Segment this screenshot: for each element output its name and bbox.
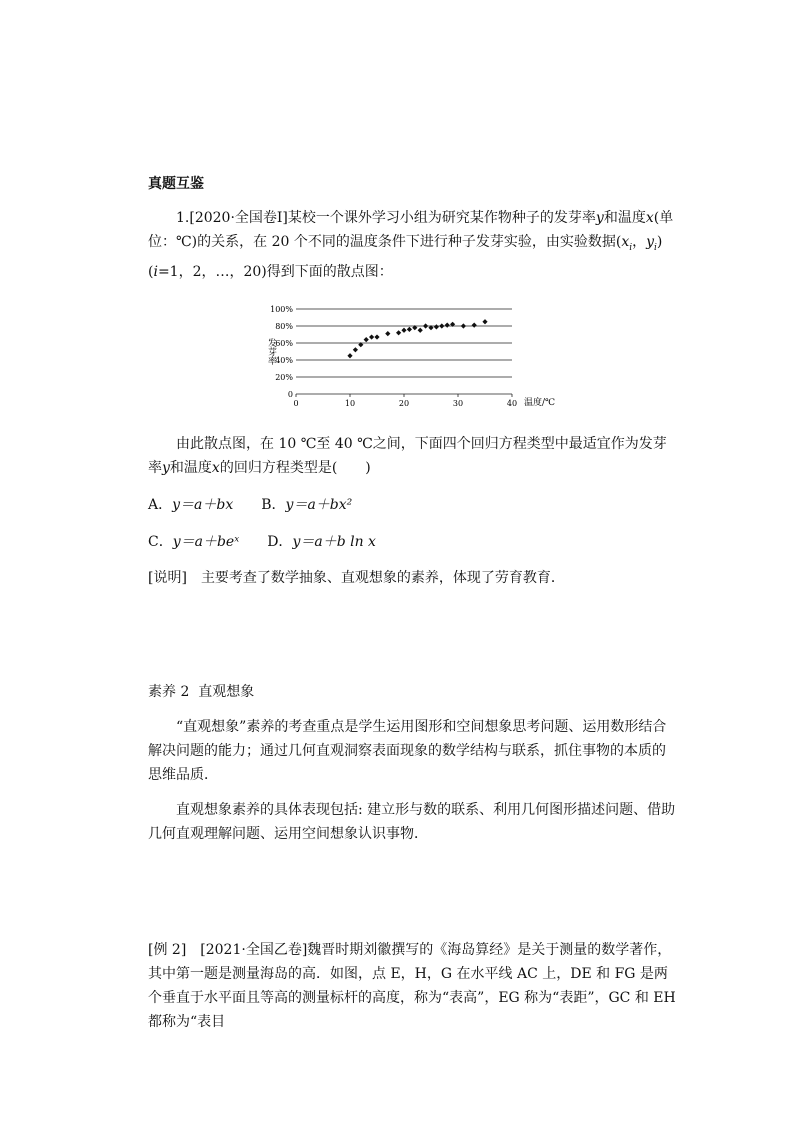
scatter-point <box>423 323 428 328</box>
y-tick-label: 80% <box>275 322 293 331</box>
x-tick-label: 20 <box>398 399 410 408</box>
var-i: i <box>153 263 158 280</box>
y-tick-label: 60% <box>275 339 293 348</box>
subscript-i: i <box>629 242 633 253</box>
chart-points <box>347 319 487 358</box>
section2-paragraph-1: “直观想象”素养的考查重点是学生运用图形和空间想象思考问题、运用数形结合解决问题的能力；通过几何直观洞察表面现象的数学结构与联系，抓住事物的本质的思维品质． <box>148 719 667 783</box>
var-y: y <box>595 210 604 226</box>
option-a-formula: y＝a＋bx <box>172 497 234 513</box>
scatter-point <box>439 323 444 328</box>
option-c-formula: y＝a＋beˣ <box>172 534 240 550</box>
scatter-point <box>401 328 406 333</box>
scatter-point <box>407 327 412 332</box>
example-source: [2021·全国乙卷] <box>200 942 308 958</box>
question-1-text <box>148 206 678 284</box>
x-axis-label: 温度/℃ <box>524 398 556 408</box>
scatter-point <box>364 337 369 342</box>
chart-grid <box>296 309 512 397</box>
x-tick-label: 30 <box>452 399 464 408</box>
stem-text-b: 和温度 <box>169 460 212 476</box>
stem-var-x: x <box>211 460 220 476</box>
scatter-point <box>434 324 439 329</box>
var-xi: x <box>621 234 630 250</box>
question-stem <box>148 432 678 480</box>
option-b-label: B． <box>261 497 286 513</box>
note-tag: [说明] <box>148 570 187 586</box>
scatter-point <box>472 323 477 328</box>
section2-paragraph-2: 直观想象素养的具体表现包括: 建立形与数的联系、利用几何图形描述问题、借助几何直观理解问题、运用空间想象认识事物． <box>148 802 676 842</box>
stem-text-c: 的回归方程类型是( ) <box>219 460 371 476</box>
option-d-formula: y＝a＋b ln x <box>292 534 376 550</box>
var-x: x <box>645 210 654 226</box>
scatter-point <box>369 334 374 339</box>
scatter-point <box>385 331 390 336</box>
question-text-c: (单位：℃)的关系，在 20 个不同的温度条件下进行种子发芽实验，由实验数据( <box>148 210 674 250</box>
scatter-point <box>461 323 466 328</box>
stem-text-a: 由此散点图，在 10 ℃至 40 ℃之间，下面四个回归方程类型中最适宜作为发芽率 <box>148 436 667 476</box>
options-row-ab <box>148 493 352 517</box>
example-body: 魏晋时期刘徽撰写的《海岛算经》是关于测量的数学著作，其中第一题是测量海岛的高．如图，点 E，H，G 在水平线 AC 上，DE 和 FG 是两个垂直于水平面且等高的测量标杆的高度，称为“表高”，EG 称为“表距”，GC 和 EH 都称为“表目 <box>148 942 676 1030</box>
option-d-label: D． <box>267 534 293 550</box>
example-tag: [例 2] <box>148 942 187 958</box>
section-heading-real-questions: 真题互鉴 <box>148 176 204 192</box>
option-c-label: C． <box>148 534 173 550</box>
subscript-i: i <box>654 242 657 253</box>
question-text-d: )( <box>148 234 663 280</box>
y-tick-label: 0 <box>287 390 293 399</box>
question-number: 1. <box>176 210 190 226</box>
scatter-point <box>347 353 352 358</box>
x-tick-label: 0 <box>293 399 299 408</box>
question-text-a: 某校一个课外学习小组为研究某作物种子的发芽率 <box>287 210 596 226</box>
scatter-point <box>445 323 450 328</box>
stem-var-y: y <box>162 460 170 476</box>
y-tick-label: 40% <box>275 356 293 365</box>
scatter-chart <box>256 298 596 418</box>
x-tick-labels <box>293 399 517 408</box>
option-b-formula: y＝a＋bx² <box>285 497 353 513</box>
question-text-e: =1，2，…，20)得到下面的散点图： <box>157 263 393 280</box>
scatter-point <box>482 319 487 324</box>
scatter-point <box>374 334 379 339</box>
question-text-b: 和温度 <box>603 210 646 226</box>
x-tick-label: 10 <box>344 399 356 408</box>
question-source: [2020·全国卷Ⅰ] <box>189 210 288 226</box>
options-row-cd <box>148 530 376 554</box>
explanation-note <box>148 566 565 590</box>
scatter-point <box>353 347 358 352</box>
y-axis-label: 发芽率 <box>266 338 276 365</box>
example-2-text <box>148 938 678 1034</box>
note-text: 主要考查了数学抽象、直观想象的素养，体现了劳育教育． <box>200 570 565 586</box>
y-tick-label: 100% <box>270 305 293 314</box>
scatter-point <box>418 328 423 333</box>
x-tick-label: 40 <box>506 399 518 408</box>
y-tick-label: 20% <box>275 373 293 382</box>
option-a-label: A． <box>148 497 173 513</box>
var-yi: y <box>646 234 655 250</box>
section-heading-intuitive-imagination: 素养 2 直观想象 <box>148 684 255 700</box>
scatter-point <box>396 330 401 335</box>
comma: ， <box>632 234 647 250</box>
